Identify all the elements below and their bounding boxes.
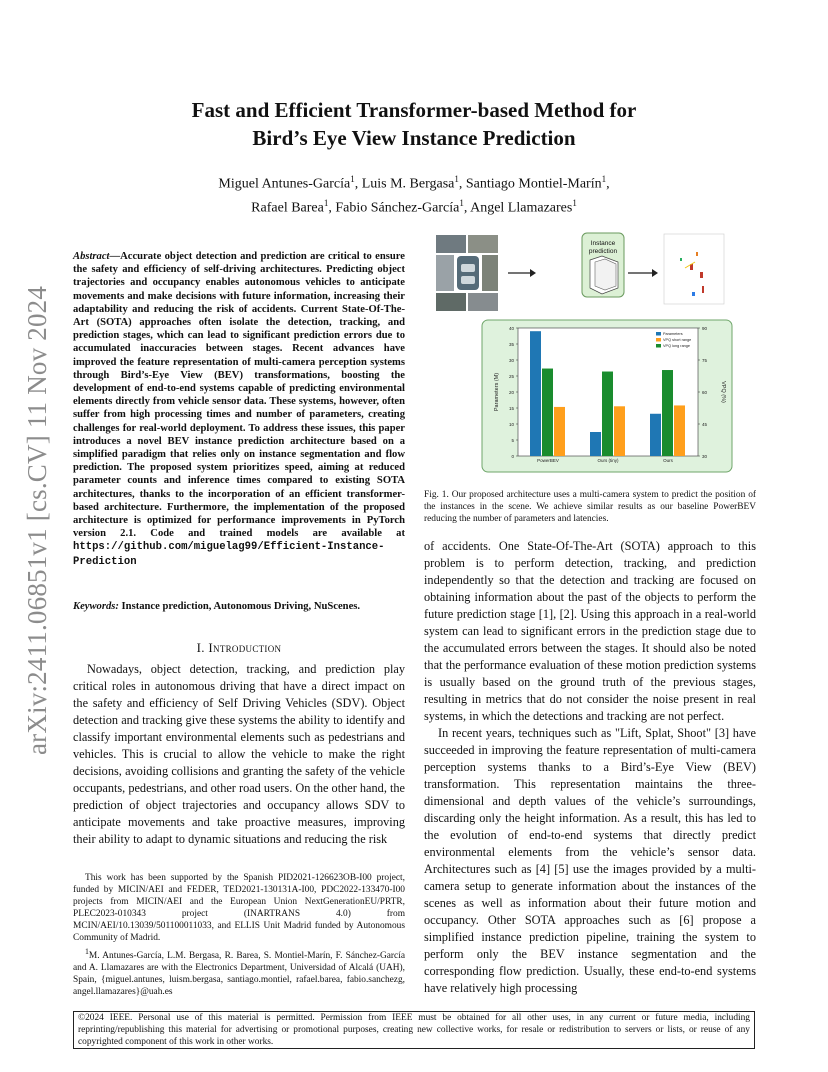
authors-line-2 (0, 194, 828, 218)
copyright-notice: ©2024 IEEE. Personal use of this material is permitted. Permission from IEEE must be obtained for all other uses, in any current or future media, including reprinting/republishing this material for advertising or promotional purposes, creating new collective works, for resale or redistribution to servers or lists, or reuse of any copyrighted component of this work in other works. (73, 1011, 755, 1049)
y-tick-label: 15 (508, 406, 514, 411)
intro-paragraph (73, 661, 405, 848)
y2-axis-label: VPQ (%) (720, 381, 726, 403)
legend-label: VPQ long range (663, 344, 691, 349)
bar-vpq-long-range (662, 370, 673, 456)
author-name: Angel Llamazares (470, 200, 573, 216)
legend-swatch (656, 338, 661, 342)
y2-tick-label: 75 (702, 358, 708, 363)
bar-parameters (530, 331, 541, 456)
author-separator: , (606, 176, 610, 192)
y-tick-label: 40 (508, 326, 514, 331)
legend-label: VPQ short range (663, 338, 692, 343)
author-affiliation-marker: 1 (459, 197, 464, 208)
legend-swatch (656, 344, 661, 348)
bar-vpq-long-range (602, 372, 613, 456)
funding-footnote: This work has been supported by the Spanish PID2021-126623OB-I00 project, funded by MICIN/AEI and FEDER, TED2021-130131A-I00, PDC2022-133470-I00 projects from MICIN/AEI and the European Union NextGenerationEU/PRTR, PLEC2023-010343 project (INARTRANS 4.0) from MCIN/AEI/10.13039/501100011033, and ELLIS Unit Madrid funded by Autonomous Community of Madrid. (73, 873, 405, 943)
legend-swatch (656, 332, 661, 336)
author-name: Fabio Sánchez-García (335, 200, 460, 216)
author-name: Santiago Montiel-Marín (465, 176, 602, 192)
author-name: Rafael Barea (251, 200, 324, 216)
figure-1 (430, 228, 756, 478)
bar-vpq-long-range (542, 369, 553, 456)
author-separator: , (463, 200, 471, 216)
intro-paragraph-text: Nowadays, object detection, tracking, and prediction play critical roles in autonomous driving that have a direct impact on the safety and efficiency of Self Driving Vehicles (SDV). Object detection and tracking give these systems the ability to identify and classify important environmental elements such as pedestrians and vehicles. This is crucial to allow the vehicle to make the right decisions, avoiding collisions and granting the safety of the vehicle occupants, pedestrians, and other road users. On the other hand, the prediction of object trajectories and occupancy allows SDV to anticipate movements and take proactive measures, improving their ability to adapt to dynamic situations and reducing the risk (73, 662, 405, 846)
keywords-label: Keywords: (73, 601, 119, 612)
block-label-2: prediction (588, 248, 618, 255)
legend-label: Parameters (663, 332, 683, 337)
author-name: Miguel Antunes-García (218, 176, 351, 192)
keywords (73, 600, 405, 613)
figure-graphic (430, 228, 756, 478)
section-heading-text: I. Introduction (196, 640, 282, 655)
title-line-1: Fast and Efficient Transformer-based Method for (191, 98, 637, 122)
y-tick-label: 35 (508, 342, 514, 347)
author-affiliation-marker: 1 (572, 197, 577, 208)
author-separator: , (458, 176, 466, 192)
abstract-label: Abstract (73, 251, 110, 262)
y-tick-label: 20 (508, 390, 514, 395)
chart (494, 326, 726, 463)
bar-vpq-short-range (674, 405, 685, 456)
author-affiliation-marker: 1 (350, 174, 355, 184)
x-tick-label: PowerBEV (537, 458, 559, 463)
abstract-text: —Accurate object detection and prediction are critical to ensure the safety and efficiency of self-driving architectures. Predicting object trajectories and occupancy enables autonomous vehicles to anticipate movements and make decisions with future information, increasing their adaptability and reducing the risk of accidents. Current State-Of-The-Art (SOTA) approaches often isolate the detection, tracking, and prediction stages, which can lead to significant prediction errors due to accumulated inaccuracies between stages. Recent advances have improved the feature representation of multi-camera perception systems through Bird’s-Eye View (BEV) transformations, boosting the development of end-to-end systems capable of predicting environmental elements directly from vehicle sensor data. These systems, however, often suffer from high processing times and number of parameters, creating challenges for real-world deployment. To address these issues, this paper introduces a novel BEV instance prediction architecture based on a simplified paradigm that relies only on instance segmentation and flow prediction. The proposed system prioritizes speed, aiming at reduced parameter counts and inference times compared to existing SOTA architectures, thanks to the incorporation of an efficient transformer-based architecture. Furthermore, the implementation of the proposed architecture is optimized for performance improvements in PyTorch version 2.1. Code and trained models are available at (73, 251, 405, 540)
y2-tick-label: 60 (702, 390, 708, 395)
y2-tick-label: 45 (702, 422, 708, 427)
y-tick-label: 25 (508, 374, 514, 379)
arxiv-identifier: arXiv:2411.06851v1 [cs.CV] 11 Nov 2024 (22, 285, 52, 755)
affiliation-footnote (73, 946, 405, 998)
bev-output (664, 234, 724, 304)
author-list (0, 170, 828, 217)
footnotes (73, 872, 405, 1000)
y-tick-label: 0 (511, 454, 514, 459)
paper-title (0, 96, 828, 152)
code-link[interactable]: https://github.com/miguelag99/Efficient-Instance-Prediction (73, 541, 385, 568)
author-affiliation-marker: 1 (601, 174, 607, 184)
title-line-2: Bird’s Eye View Instance Prediction (252, 126, 576, 150)
camera-images (436, 235, 498, 311)
right-paragraph-1: of accidents. One State-Of-The-Art (SOTA) approach to this problem is to perform detection, tracking, and prediction independently so that the detection and tracking are focused on obtaining information about the past of the objects to perform the future prediction stage [1], [2]. Using this approach in a real-world system can lead to significant errors in the prediction stage due to the accumulated errors between the stages. It should also be noted that the performance evaluation of these motion prediction systems is usually based on the ground truth of the previous stages, resulting in metrics that do not consider the noise present in real systems, in which the detections and tracking are not perfect. (424, 539, 756, 723)
y-tick-label: 5 (511, 438, 514, 443)
right-column-text (424, 538, 756, 997)
keywords-text: Instance prediction, Autonomous Driving, NuScenes. (118, 601, 361, 612)
affiliation-text: M. Antunes-García, L.M. Bergasa, R. Barea, S. Montiel-Marín, F. Sánchez-García and A. Llamazares are with the Electronics Department, Universidad of Alcalá (UAH), Spain, {miguel.antunes, luism.bergasa, santiago.montiel, rafael.barea, fabio.sanchezg, angel.llamazares}@uah.es (73, 951, 405, 998)
y-tick-label: 30 (508, 358, 514, 363)
y-axis-label: Parameters (M) (494, 372, 500, 412)
figure-caption: Fig. 1. Our proposed architecture uses a multi-camera system to predict the position of the instances in the scene. We achieve similar results as our baseline PowerBEV reducing the number of parameters and latencies. (424, 490, 756, 524)
author-affiliation-marker: 1 (323, 197, 329, 208)
abstract (73, 250, 405, 569)
author-separator: , (328, 200, 336, 216)
author-name: Luis M. Bergasa (361, 176, 455, 192)
affiliation-marker: 1 (85, 947, 89, 956)
author-affiliation-marker: 1 (454, 174, 459, 184)
x-tick-label: Ours (663, 458, 673, 463)
author-separator: , (354, 176, 362, 192)
bar-vpq-short-range (554, 407, 565, 456)
authors-line-1 (0, 170, 828, 194)
x-tick-label: Ours (tiny) (597, 458, 619, 463)
y2-tick-label: 90 (702, 326, 708, 331)
bar-parameters (650, 414, 661, 456)
y-tick-label: 10 (508, 422, 514, 427)
bar-parameters (590, 432, 601, 456)
y2-tick-label: 30 (702, 454, 708, 459)
block-label-1: Instance (590, 240, 616, 247)
right-paragraph-2: In recent years, techniques such as "Lift, Splat, Shoot" [3] have succeeded in improving the feature representation of multi-camera perception systems thanks to a Bird’s-Eye View (BEV) transformation. This representation maintains the three-dimensional and depth values of the vehicle’s surroundings, discarding only the height information. As a result, this has led to the evolution of end-to-end systems that directly predict environmental elements from the vehicle’s sensor data. Architectures such as [4] [5] use the images provided by a multi-camera setup to generate information about the instances of the scenes as well as information about their future motion and occupancy. Other SOTA approaches such as [6] propose a simplified instance prediction pipeline, training the system to perform only the BEV instance segmentation and the corresponding flow prediction. Usually, these end-to-end systems have relatively high processing (424, 726, 756, 995)
instance-prediction-block (582, 233, 624, 297)
bar-vpq-short-range (614, 406, 625, 456)
section-heading (73, 640, 405, 656)
